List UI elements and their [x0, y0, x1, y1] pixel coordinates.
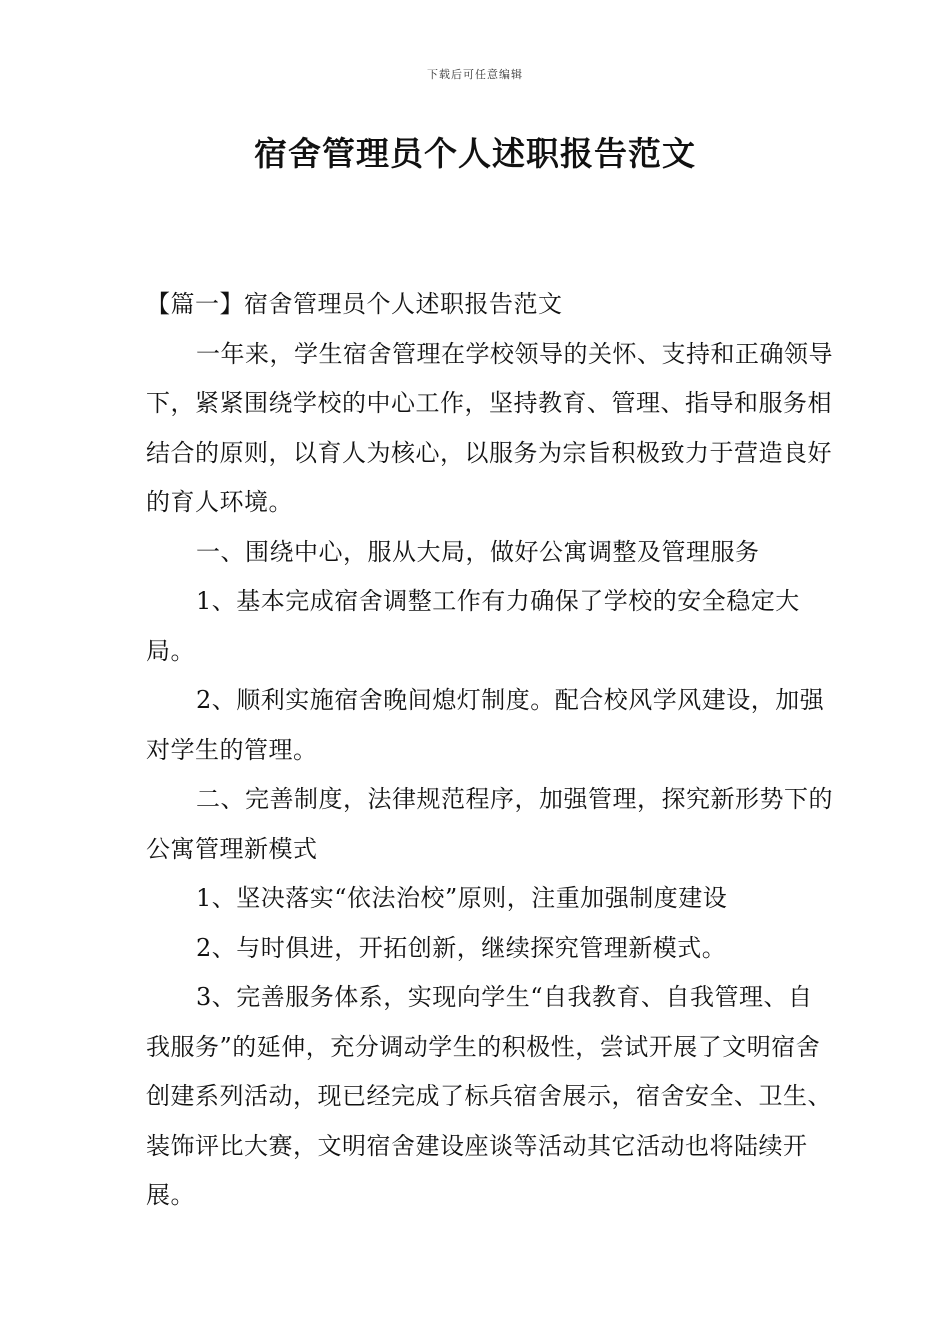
paragraph-item-1-2: 2、顺利实施宿舍晚间熄灯制度。配合校风学风建设，加强对学生的管理。	[146, 686, 825, 764]
paragraph-item-2-1: 1、坚决落实“依法治校”原则，注重加强制度建设	[196, 884, 728, 912]
header-note: 下载后可任意编辑	[427, 68, 523, 81]
paragraph-heading-1: 一、围绕中心，服从大局，做好公寓调整及管理服务	[196, 537, 760, 566]
document-body	[146, 280, 834, 1221]
section-heading: 【篇一】宿舍管理员个人述职报告范文	[146, 290, 563, 318]
paragraph-item-2-3: 3、完善服务体系，实现向学生“自我教育、自我管理、自我服务”的延伸，充分调动学生的积极性，尝试开展了文明宿舍创建系列活动，现已经完成了标兵宿舍展示，宿舍安全、卫生、装饰评比大赛，文明宿舍建设座谈等活动其它活动也将陆续开展。	[146, 983, 832, 1209]
paragraph-heading-2: 二、完善制度，法律规范程序，加强管理，探究新形势下的公寓管理新模式	[146, 785, 833, 863]
document-title: 宿舍管理员个人述职报告范文	[254, 134, 696, 173]
paragraph-item-2-2: 2、与时俱进，开拓创新，继续探究管理新模式。	[196, 933, 727, 962]
paragraph-intro: 一年来，学生宿舍管理在学校领导的关怀、支持和正确领导下，紧紧围绕学校的中心工作，坚持教育、管理、指导和服务相结合的原则，以育人为核心，以服务为宗旨积极致力于营造良好的育人环境。	[146, 339, 833, 516]
paragraph-item-1-1: 1、基本完成宿舍调整工作有力确保了学校的安全稳定大局。	[146, 587, 800, 665]
